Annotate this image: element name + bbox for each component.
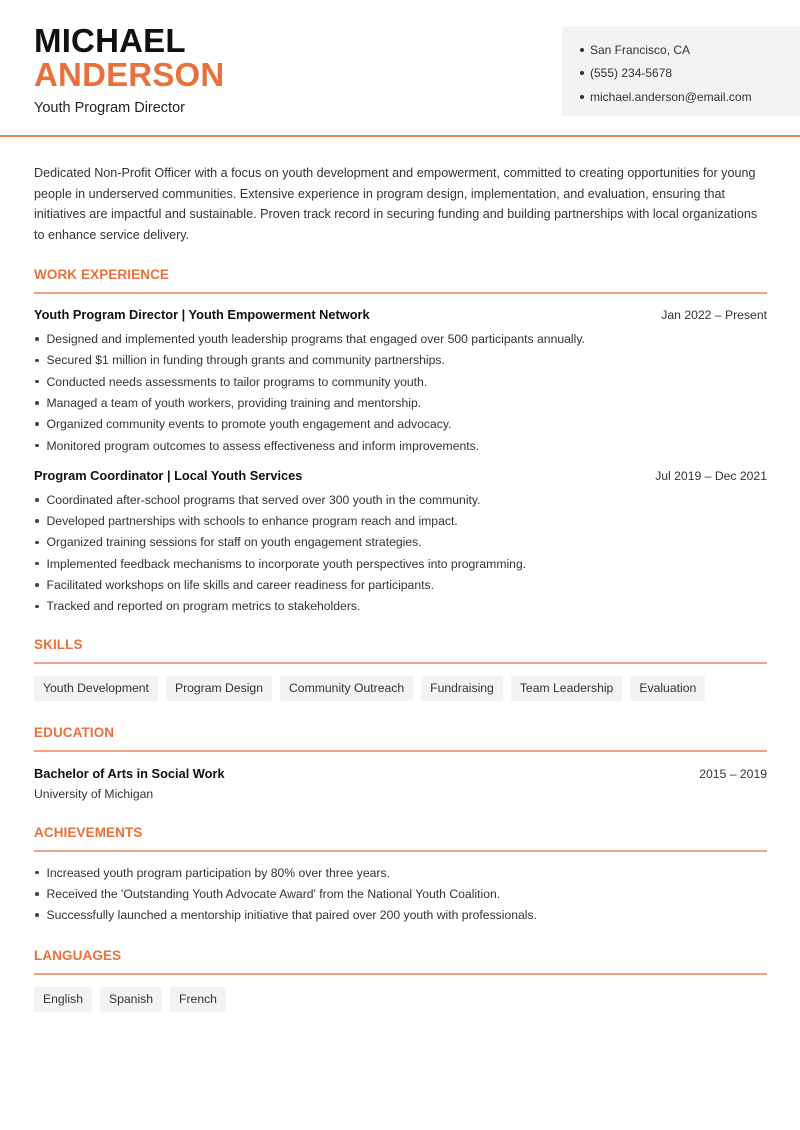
section-divider	[34, 662, 767, 664]
list-item	[34, 862, 767, 883]
bullet-text: Received the 'Outstanding Youth Advocate Award' from the National Youth Coalition.	[46, 886, 501, 901]
resume-body	[34, 163, 767, 1012]
section-divider	[34, 292, 767, 294]
bullet-dot-icon	[35, 892, 39, 896]
last-name: ANDERSON	[34, 56, 225, 93]
bullet-dot-icon	[35, 380, 39, 384]
bullet-dot-icon	[35, 541, 39, 545]
contact-box	[562, 26, 800, 116]
bullet-dot-icon	[35, 562, 39, 566]
list-item	[34, 532, 767, 553]
bullet-dot-icon	[580, 71, 584, 75]
bullet-text: Secured $1 million in funding through grants and community partnerships.	[46, 353, 445, 368]
skills-tags	[34, 676, 767, 701]
education-dates: 2015 – 2019	[699, 766, 767, 781]
bullet-dot-icon	[35, 422, 39, 426]
skill-tag: Fundraising	[421, 676, 503, 701]
bullet-dot-icon	[35, 583, 39, 587]
bullet-dot-icon	[35, 605, 39, 609]
contact-location-text: San Francisco, CA	[590, 42, 691, 57]
language-tag: Spanish	[100, 987, 162, 1012]
bullet-text: Organized community events to promote youth engagement and advocacy.	[46, 417, 452, 432]
language-tag: French	[170, 987, 226, 1012]
job-dates: Jul 2019 – Dec 2021	[655, 469, 767, 484]
bullet-text: Managed a team of youth workers, providing training and mentorship.	[46, 395, 422, 410]
resume-header	[0, 0, 800, 137]
list-item	[34, 435, 767, 456]
list-item	[34, 414, 767, 435]
bullet-text: Designed and implemented youth leadership programs that engaged over 500 participants annually.	[46, 332, 585, 347]
skill-tag: Community Outreach	[280, 676, 413, 701]
job-header	[34, 307, 767, 322]
bullet-dot-icon	[35, 401, 39, 405]
bullet-dot-icon	[35, 444, 39, 448]
job-role: Program Coordinator | Local Youth Services	[34, 468, 303, 484]
bullet-text: Coordinated after-school programs that served over 300 youth in the community.	[46, 492, 481, 507]
list-item	[34, 350, 767, 371]
contact-phone	[580, 62, 800, 86]
bullet-dot-icon	[35, 337, 39, 341]
list-item	[34, 553, 767, 574]
list-item	[34, 905, 767, 926]
skill-tag: Program Design	[166, 676, 272, 701]
bullet-text: Organized training sessions for staff on youth engagement strategies.	[46, 535, 422, 550]
bullet-dot-icon	[35, 871, 39, 875]
section-education	[34, 725, 767, 801]
list-item	[34, 596, 767, 617]
job-bullets	[34, 489, 767, 617]
bullet-dot-icon	[580, 95, 584, 99]
skill-tag: Evaluation	[630, 676, 705, 701]
bullet-dot-icon	[35, 359, 39, 363]
section-title: SKILLS	[34, 636, 83, 652]
list-item	[34, 510, 767, 531]
section-divider	[34, 973, 767, 975]
bullet-dot-icon	[35, 498, 39, 502]
job-entry	[34, 468, 767, 617]
contact-email-text[interactable]: michael.anderson@email.com	[590, 89, 752, 104]
first-name: MICHAEL	[34, 22, 186, 59]
bullet-dot-icon	[580, 48, 584, 52]
education-header	[34, 766, 767, 781]
bullet-text: Conducted needs assessments to tailor programs to community youth.	[46, 374, 428, 389]
section-skills	[34, 637, 767, 701]
list-item	[34, 392, 767, 413]
section-title: WORK EXPERIENCE	[34, 267, 170, 283]
section-title: EDUCATION	[34, 724, 115, 740]
bullet-text: Increased youth program participation by 80% over three years.	[46, 865, 390, 880]
job-role: Youth Program Director | Youth Empowerment Network	[34, 307, 370, 323]
job-dates: Jan 2022 – Present	[661, 308, 767, 323]
job-entry	[34, 307, 767, 456]
achievement-bullets	[34, 862, 767, 926]
name-block	[34, 24, 224, 116]
contact-location	[580, 38, 800, 62]
job-bullets	[34, 328, 767, 456]
bullet-text: Developed partnerships with schools to enhance program reach and impact.	[46, 514, 458, 529]
bullet-text: Tracked and reported on program metrics to stakeholders.	[46, 599, 361, 614]
bullet-dot-icon	[35, 519, 39, 523]
contact-phone-text: (555) 234-5678	[590, 66, 673, 81]
section-work-experience	[34, 267, 767, 617]
list-item	[34, 883, 767, 904]
list-item	[34, 328, 767, 349]
bullet-text: Facilitated workshops on life skills and career readiness for participants.	[46, 577, 434, 592]
job-header	[34, 468, 767, 483]
section-title: ACHIEVEMENTS	[34, 824, 143, 840]
bullet-text: Monitored program outcomes to assess effectiveness and inform improvements.	[46, 438, 480, 453]
bullet-text: Successfully launched a mentorship initiative that paired over 200 youth with professionals.	[46, 908, 537, 923]
skill-tag: Youth Development	[34, 676, 158, 701]
summary: Dedicated Non-Profit Officer with a focus on youth development and empowerment, committed to creating opportunities for young people in underserved communities. Extensive experience in program design, implementation, and evaluation, ensuring that initiatives are impactful and sustainable. Proven track record in securing funding and building partnerships with local organizations to enhance service delivery.	[34, 166, 758, 242]
job-title: Youth Program Director	[34, 100, 185, 116]
list-item	[34, 489, 767, 510]
contact-email[interactable]	[580, 85, 800, 109]
section-title: LANGUAGES	[34, 947, 122, 963]
section-divider	[34, 850, 767, 852]
section-languages	[34, 948, 767, 1012]
list-item	[34, 371, 767, 392]
list-item	[34, 574, 767, 595]
bullet-text: Implemented feedback mechanisms to incorporate youth perspectives into programming.	[46, 556, 527, 571]
section-divider	[34, 750, 767, 752]
language-tag: English	[34, 987, 92, 1012]
school: University of Michigan	[34, 786, 154, 801]
skill-tag: Team Leadership	[511, 676, 623, 701]
language-tags	[34, 987, 767, 1012]
section-achievements	[34, 825, 767, 926]
bullet-dot-icon	[35, 913, 39, 917]
degree: Bachelor of Arts in Social Work	[34, 765, 225, 781]
